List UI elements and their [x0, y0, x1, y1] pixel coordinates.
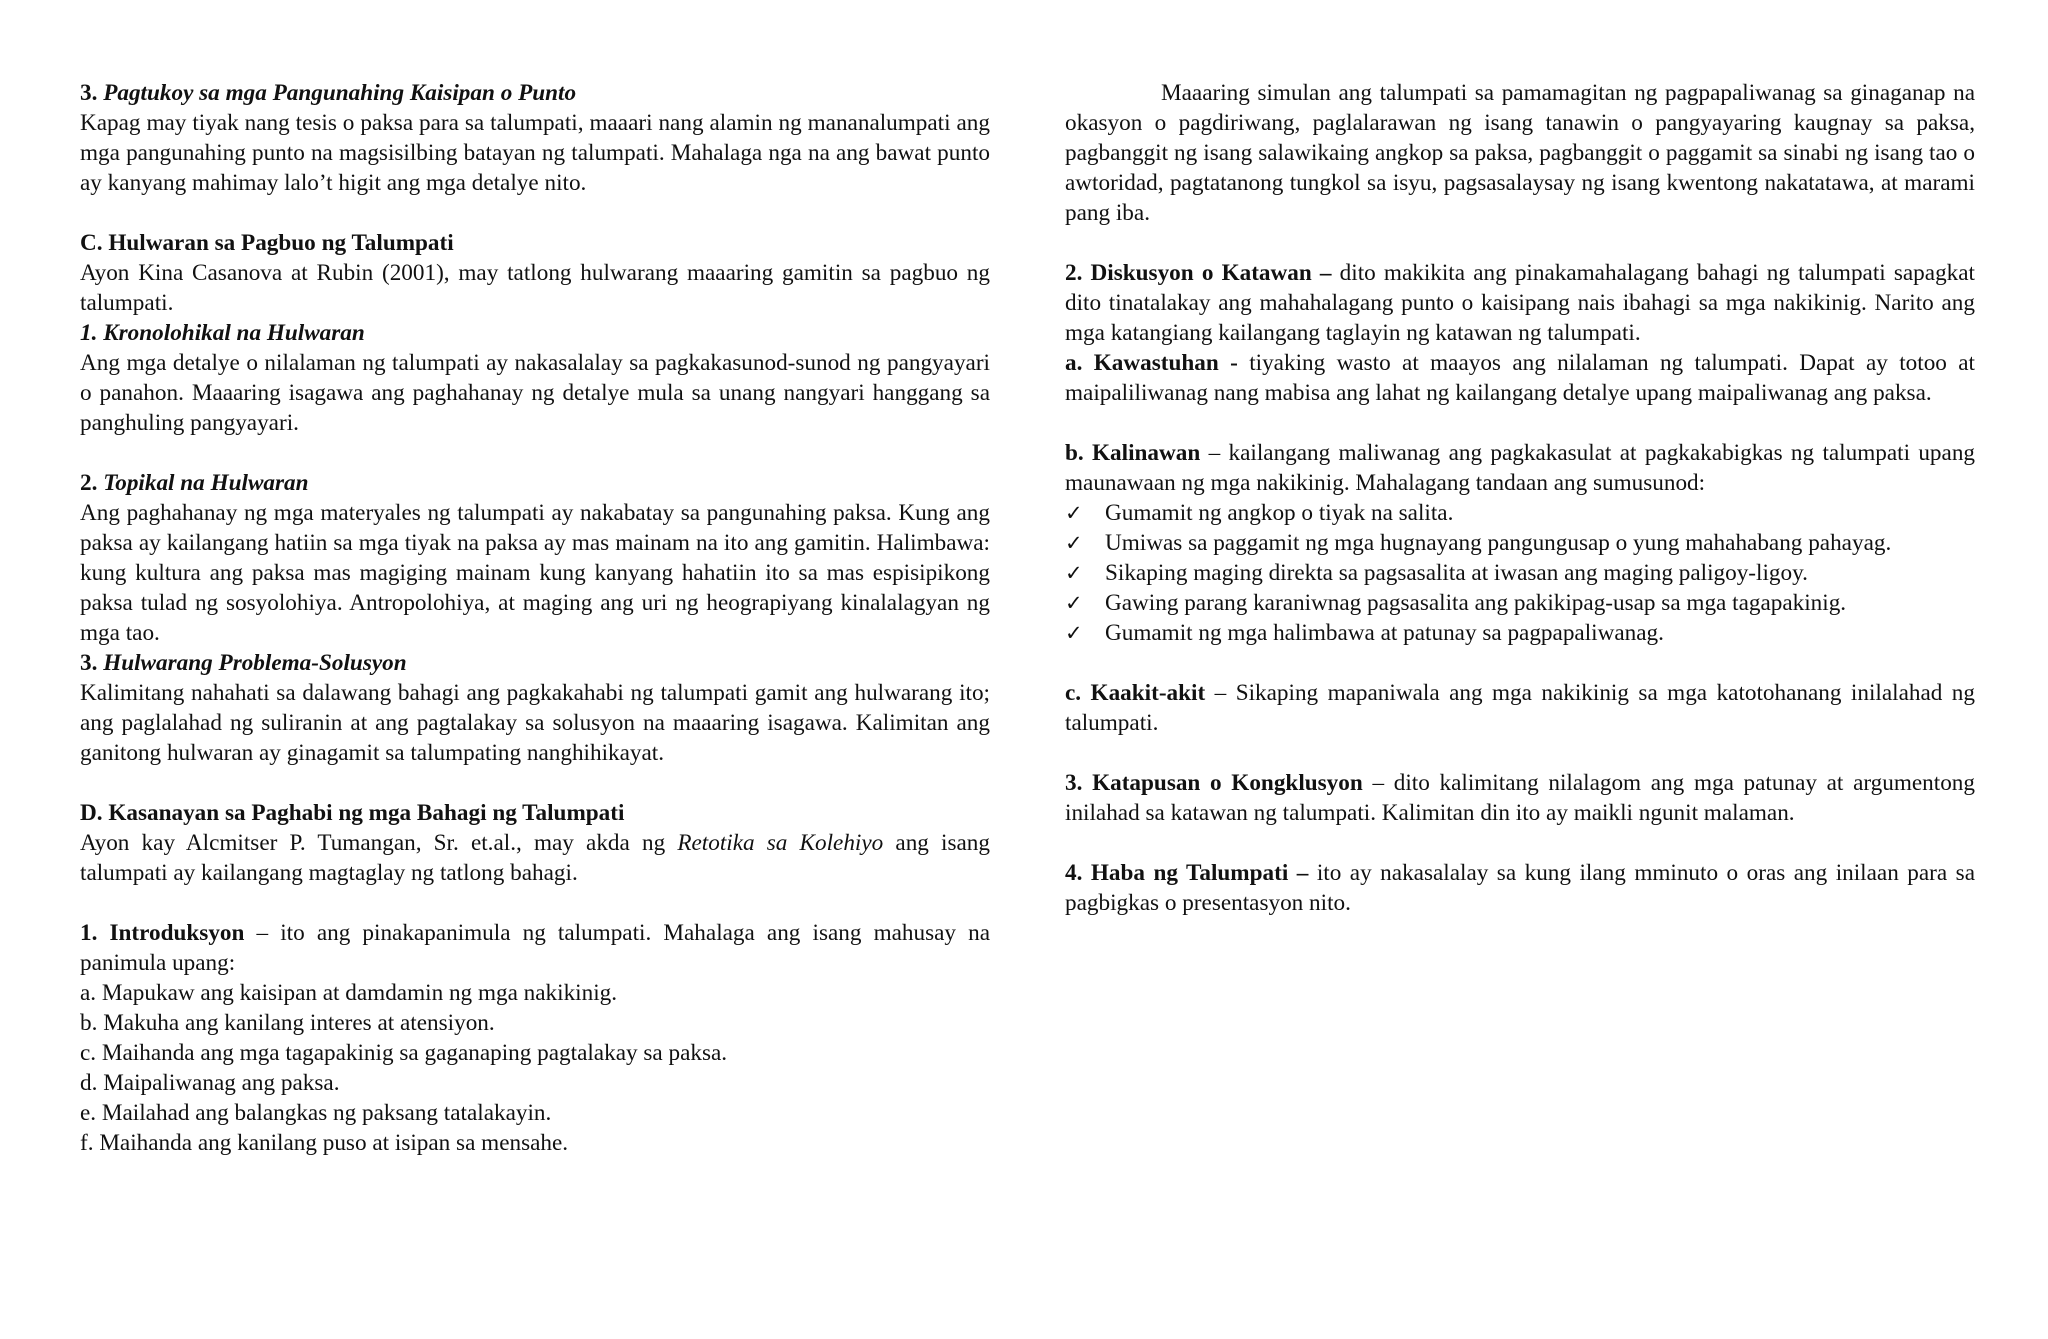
checklist-text: Umiwas sa paggamit ng mga hugnayang pangungusap o yung mahahabang pahayag. [1105, 530, 1892, 556]
section-kasanayan [80, 798, 990, 888]
subheading-topikal [80, 468, 990, 498]
term-body: – dito kalimitang nilalagom ang mga patunay at argumentong inilahad sa katawan ng talumpati. Kalimitan din ito ay maikli ngunit malaman. [1065, 770, 1975, 826]
section-heading [80, 78, 990, 108]
paragraph [1065, 768, 1975, 828]
checklist-item [1065, 528, 1975, 558]
section-haba [1065, 858, 1975, 918]
term-title: a. Kawastuhan - [1065, 350, 1238, 376]
paragraph [1065, 678, 1975, 738]
checklist-item [1065, 588, 1975, 618]
term-title: 4. Haba ng Talumpati – [1065, 860, 1309, 886]
list-item: d. Maipaliwanag ang paksa. [80, 1070, 340, 1096]
paragraph: Ayon Kina Casanova at Rubin (2001), may tatlong hulwarang maaaring gamitin sa pagbuo ng talumpati. [80, 260, 990, 316]
paragraph [80, 918, 990, 978]
term-title: b. Kalinawan [1065, 440, 1201, 466]
term-body: – ito ang pinakapanimula ng talumpati. Mahalaga ang isang mahusay na panimula upang: [80, 920, 990, 976]
paragraph: Maaaring simulan ang talumpati sa pamamagitan ng pagpapaliwanag sa ginaganap na okasyon o pagdiriwang, paglalarawan ng isang tanawin o pangyayaring kaugnay sa paksa, pagbanggit ng isang salawikaing angkop sa paksa, pagbanggit o paggamit sa sinabi ng isang tao o awtoridad, pagtatanong tungkol sa isyu, pagsasalaysay ng isang kwentong nakatatawa, at marami pang iba. [1065, 80, 1975, 226]
section-heading: C. Hulwaran sa Pagbuo ng Talumpati [80, 230, 454, 256]
book-title: Retotika sa Kolehiyo [677, 830, 884, 856]
term-body: – Sikaping mapaniwala ang mga nakikinig sa mga katotohanang inilalahad ng talumpati. [1065, 680, 1975, 736]
text-run: Ayon kay Alcmitser P. Tumangan, Sr. et.al., may akda ng [80, 830, 678, 856]
section-heading: D. Kasanayan sa Paghabi ng mga Bahagi ng Talumpati [80, 800, 625, 826]
subheading-title: Hulwarang Problema-Solusyon [103, 650, 407, 676]
list-item: e. Mailahad ang balangkas ng paksang tatalakayin. [80, 1100, 552, 1126]
term-body: ito ay nakasalalay sa kung ilang mminuto o oras ang inilaan para sa pagbigkas o presentasyon nito. [1065, 860, 1975, 916]
subheading-title: Topikal na Hulwaran [103, 470, 309, 496]
paragraph [1065, 438, 1975, 498]
section-kalinawan [1065, 438, 1975, 648]
checkmark-icon: ✓ [1065, 501, 1083, 525]
term-title: 3. Katapusan o Kongklusyon [1065, 770, 1363, 796]
section-diskusyon [1065, 258, 1975, 408]
term-body: tiyaking wasto at maayos ang nilalaman ng talumpati. Dapat ay totoo at maipaliliwanag nang mabisa ang lahat ng kailangang detalye upang maipaliwanag ang paksa. [1065, 350, 1975, 406]
checkmark-icon: ✓ [1065, 591, 1083, 615]
checklist [1065, 498, 1975, 648]
paragraph: Kalimitang nahahati sa dalawang bahagi ang pagkakahabi ng talumpati gamit ang hulwarang ito; ang paglalahad ng suliranin at ang pagtalakay sa solusyon na maaaring isagawa. Kalimitan ang ganitong hulwaran ay ginagamit sa talumpating nanghihikayat. [80, 680, 990, 766]
term-title: 1. Introduksyon [80, 920, 245, 946]
subheading-problema [80, 648, 990, 678]
subheading-kronolohikal: 1. Kronolohikal na Hulwaran [80, 320, 365, 346]
subheading-number: 3. [80, 650, 98, 676]
checklist-item [1065, 618, 1975, 648]
checkmark-icon: ✓ [1065, 561, 1083, 585]
text-run: ang isang talumpati ay kailangang magtaglay ng tatlong bahagi. [80, 830, 990, 886]
subheading-number: 2. [80, 470, 98, 496]
paragraph [80, 828, 990, 888]
paragraph [1065, 258, 1975, 348]
checklist-text: Gawing parang karaniwnag pagsasalita ang pakikipag-usap sa mga tagapakinig. [1105, 590, 1847, 616]
term-title: c. Kaakit-akit [1065, 680, 1206, 706]
left-column [80, 78, 990, 1158]
paragraph: Ang mga detalye o nilalaman ng talumpati ay nakasalalay sa pagkakasunod-sunod ng pangyayari o panahon. Maaaring isagawa ang paghahanay ng detalye mula sa unang nangyari hanggang sa panghuling pangyayari. [80, 350, 990, 436]
checkmark-icon: ✓ [1065, 531, 1083, 555]
list-item: f. Maihanda ang kanilang puso at isipan sa mensahe. [80, 1130, 569, 1156]
list-item: c. Maihanda ang mga tagapakinig sa gaganaping pagtalakay sa paksa. [80, 1040, 728, 1066]
heading-number: 3. [80, 80, 98, 106]
section-katapusan [1065, 768, 1975, 828]
section-hulwaran [80, 228, 990, 768]
heading-title: Pagtukoy sa mga Pangunahing Kaisipan o Punto [103, 80, 577, 106]
list-item: b. Makuha ang kanilang interes at atensiyon. [80, 1010, 495, 1036]
checklist-text: Gumamit ng mga halimbawa at patunay sa pagpapaliwanag. [1105, 620, 1664, 646]
right-column [1065, 78, 1975, 948]
checkmark-icon: ✓ [1065, 621, 1083, 645]
section-panimula [1065, 78, 1975, 228]
section-kaakit-akit [1065, 678, 1975, 738]
checklist-text: Sikaping maging direkta sa pagsasalita at iwasan ang maging paligoy-ligoy. [1105, 560, 1808, 586]
checklist-text: Gumamit ng angkop o tiyak na salita. [1105, 500, 1454, 526]
paragraph: Kapag may tiyak nang tesis o paksa para sa talumpati, maaari nang alamin ng mananalumpati ang mga pangunahing punto na magsisilbing batayan ng talumpati. Mahalaga nga na ang bawat punto ay kanyang mahimay lalo’t higit ang mga detalye nito. [80, 110, 990, 196]
term-body: dito makikita ang pinakamahalagang bahagi ng talumpati sapagkat dito tinatalakay ang mahahalagang punto o kaisipang nais ibahagi sa mga nakikinig. Narito ang mga katangiang kailangang taglayin ng katawan ng talumpati. [1065, 260, 1975, 346]
section-pagtukoy [80, 78, 990, 198]
checklist-item [1065, 498, 1975, 528]
term-body: – kailangang maliwanag ang pagkakasulat at pagkakabigkas ng talumpati upang maunawaan ng mga nakikinig. Mahalagang tandaan ang sumusunod: [1065, 440, 1976, 496]
paragraph: Ang paghahanay ng mga materyales ng talumpati ay nakabatay sa pangunahing paksa. Kung ang paksa ay kailangang hatiin sa mga tiyak na paksa ay mas mainam na ito ang gamitin. Halimbawa: kung kultura ang paksa mas magiging mainam kung kanyang hahatiin ito sa mas espisipikong paksa tulad ng sosyolohiya. Antropolohiya, at maging ang uri ng heograpiyang kinalalagyan ng mga tao. [80, 500, 990, 646]
list-item: a. Mapukaw ang kaisipan at damdamin ng mga nakikinig. [80, 980, 618, 1006]
paragraph [1065, 348, 1975, 408]
paragraph [1065, 858, 1975, 918]
section-introduksyon [80, 918, 990, 1158]
term-title: 2. Diskusyon o Katawan – [1065, 260, 1332, 286]
checklist-item [1065, 558, 1975, 588]
